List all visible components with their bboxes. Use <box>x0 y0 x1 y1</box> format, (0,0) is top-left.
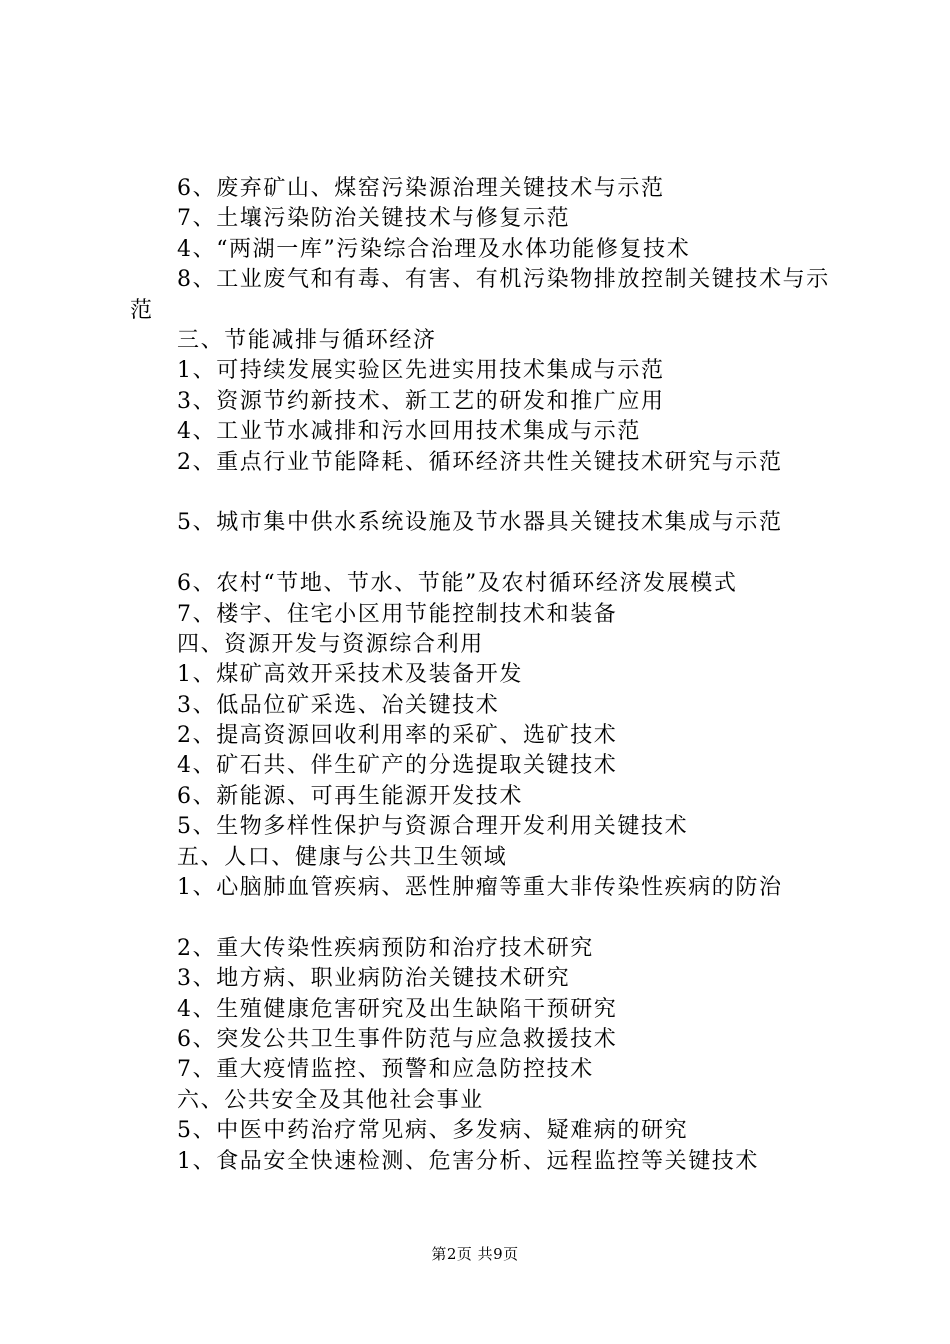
text-line: 1、食品安全快速检测、危害分析、远程监控等关键技术 <box>177 1148 759 1174</box>
section-heading: 五、人口、健康与公共卫生领域 <box>177 844 508 870</box>
text-line: 4、矿石共、伴生矿产的分选提取关键技术 <box>177 753 618 779</box>
text-line: 8、工业废气和有毒、有害、有机污染物排放控制关键技术与示范 <box>130 267 830 323</box>
text-line: 5、城市集中供水系统设施及节水器具关键技术集成与示范 <box>177 510 783 536</box>
text-line: 6、农村“节地、节水、节能”及农村循环经济发展模式 <box>177 571 738 597</box>
section-heading: 四、资源开发与资源综合利用 <box>177 631 484 657</box>
text-line: 1、煤矿高效开采技术及装备开发 <box>177 662 523 688</box>
text-line: 4、“两湖一库”污染综合治理及水体功能修复技术 <box>177 236 691 262</box>
text-line: 2、重大传染性疾病预防和治疗技术研究 <box>177 935 594 961</box>
text-line: 3、资源节约新技术、新工艺的研发和推广应用 <box>177 388 665 414</box>
text-line: 7、重大疫情监控、预警和应急防控技术 <box>177 1057 594 1083</box>
text-line: 4、生殖健康危害研究及出生缺陷干预研究 <box>177 996 618 1022</box>
text-line: 5、中医中药治疗常见病、多发病、疑难病的研究 <box>177 1118 689 1144</box>
text-line: 6、突发公共卫生事件防范与应急救援技术 <box>177 1026 618 1052</box>
section-heading: 六、公共安全及其他社会事业 <box>177 1087 484 1113</box>
document-body <box>130 174 835 1177</box>
text-line: 2、重点行业节能降耗、循环经济共性关键技术研究与示范 <box>177 449 783 475</box>
text-line: 7、土壤污染防治关键技术与修复示范 <box>177 206 571 232</box>
page-footer: 第2页 共9页 <box>431 1245 519 1263</box>
text-line: 3、低品位矿采选、冶关键技术 <box>177 692 500 718</box>
text-line: 2、提高资源回收利用率的采矿、选矿技术 <box>177 723 618 749</box>
text-line: 4、工业节水减排和污水回用技术集成与示范 <box>177 419 641 445</box>
text-line: 1、可持续发展实验区先进实用技术集成与示范 <box>177 358 665 384</box>
section-heading: 三、节能减排与循环经济 <box>177 327 437 353</box>
text-line: 3、地方病、职业病防治关键技术研究 <box>177 966 571 992</box>
text-line: 5、生物多样性保护与资源合理开发利用关键技术 <box>177 814 689 840</box>
text-line: 6、废弃矿山、煤窑污染源治理关键技术与示范 <box>177 176 665 201</box>
text-line: 6、新能源、可再生能源开发技术 <box>177 783 523 809</box>
text-line: 7、楼宇、住宅小区用节能控制技术和装备 <box>177 601 618 627</box>
text-line: 1、心脑肺血管疾病、恶性肿瘤等重大非传染性疾病的防治 <box>177 875 783 901</box>
